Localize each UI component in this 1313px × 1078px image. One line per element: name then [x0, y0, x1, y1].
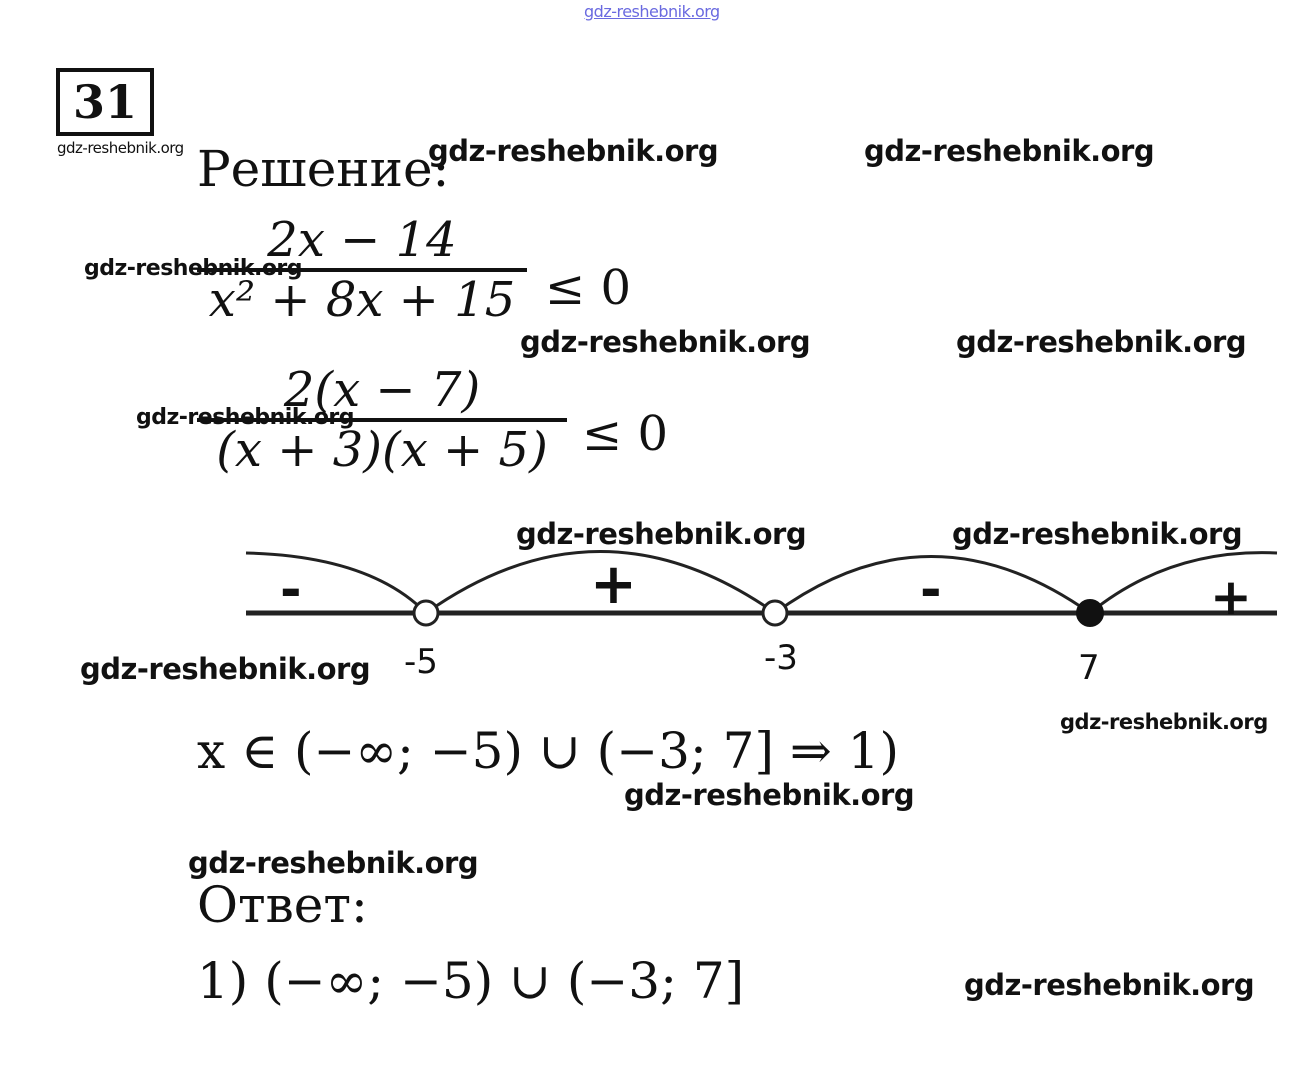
point-label: -3 [764, 638, 798, 678]
inequality-1-denominator: x² + 8x + 15 [208, 272, 516, 328]
watermark: gdz-reshebnik.org [428, 134, 719, 168]
watermark: gdz-reshebnik.org [136, 405, 355, 430]
task-number: 31 [72, 75, 137, 129]
sign-interval-4: + [1210, 568, 1252, 626]
point-label: -5 [404, 642, 438, 682]
inequality-1-relation: ≤ 0 [545, 260, 632, 316]
answer-heading: Ответ: [197, 876, 368, 934]
solution-set: x ∈ (−∞; −5) ∪ (−3; 7] ⇒ 1) [197, 722, 899, 780]
sign-arc [246, 553, 426, 613]
watermark: gdz-reshebnik.org [864, 134, 1155, 168]
watermark: gdz-reshebnik.org [516, 517, 807, 551]
watermark: gdz-reshebnik.org [57, 139, 184, 157]
open-point [763, 601, 787, 625]
solution-heading: Решение: [197, 140, 450, 198]
inequality-2-denominator: (x + 3)(x + 5) [216, 422, 548, 478]
watermark: gdz-reshebnik.org [520, 325, 811, 359]
inequality-2-relation: ≤ 0 [582, 406, 669, 462]
watermark: gdz-reshebnik.org [624, 778, 915, 812]
watermark: gdz-reshebnik.org [1060, 710, 1268, 734]
sign-interval-3: - [920, 560, 942, 620]
watermark: gdz-reshebnik.org [80, 652, 371, 686]
watermark: gdz-reshebnik.org [84, 256, 303, 281]
open-point [414, 601, 438, 625]
inequality-2-numerator: 2(x − 7) [283, 362, 481, 418]
sign-interval-2: + [590, 552, 637, 617]
answer-value: 1) (−∞; −5) ∪ (−3; 7] [197, 952, 745, 1010]
inequality-1-numerator: 2x − 14 [267, 212, 457, 268]
watermark: gdz-reshebnik.org [956, 325, 1247, 359]
sign-interval-1: - [280, 560, 302, 620]
watermark: gdz-reshebnik.org [964, 968, 1255, 1002]
watermark-top[interactable]: gdz-reshebnik.org [584, 2, 720, 21]
point-label: 7 [1078, 648, 1100, 688]
watermark: gdz-reshebnik.org [952, 517, 1243, 551]
watermark: gdz-reshebnik.org [188, 846, 479, 880]
filled-point [1077, 600, 1103, 626]
